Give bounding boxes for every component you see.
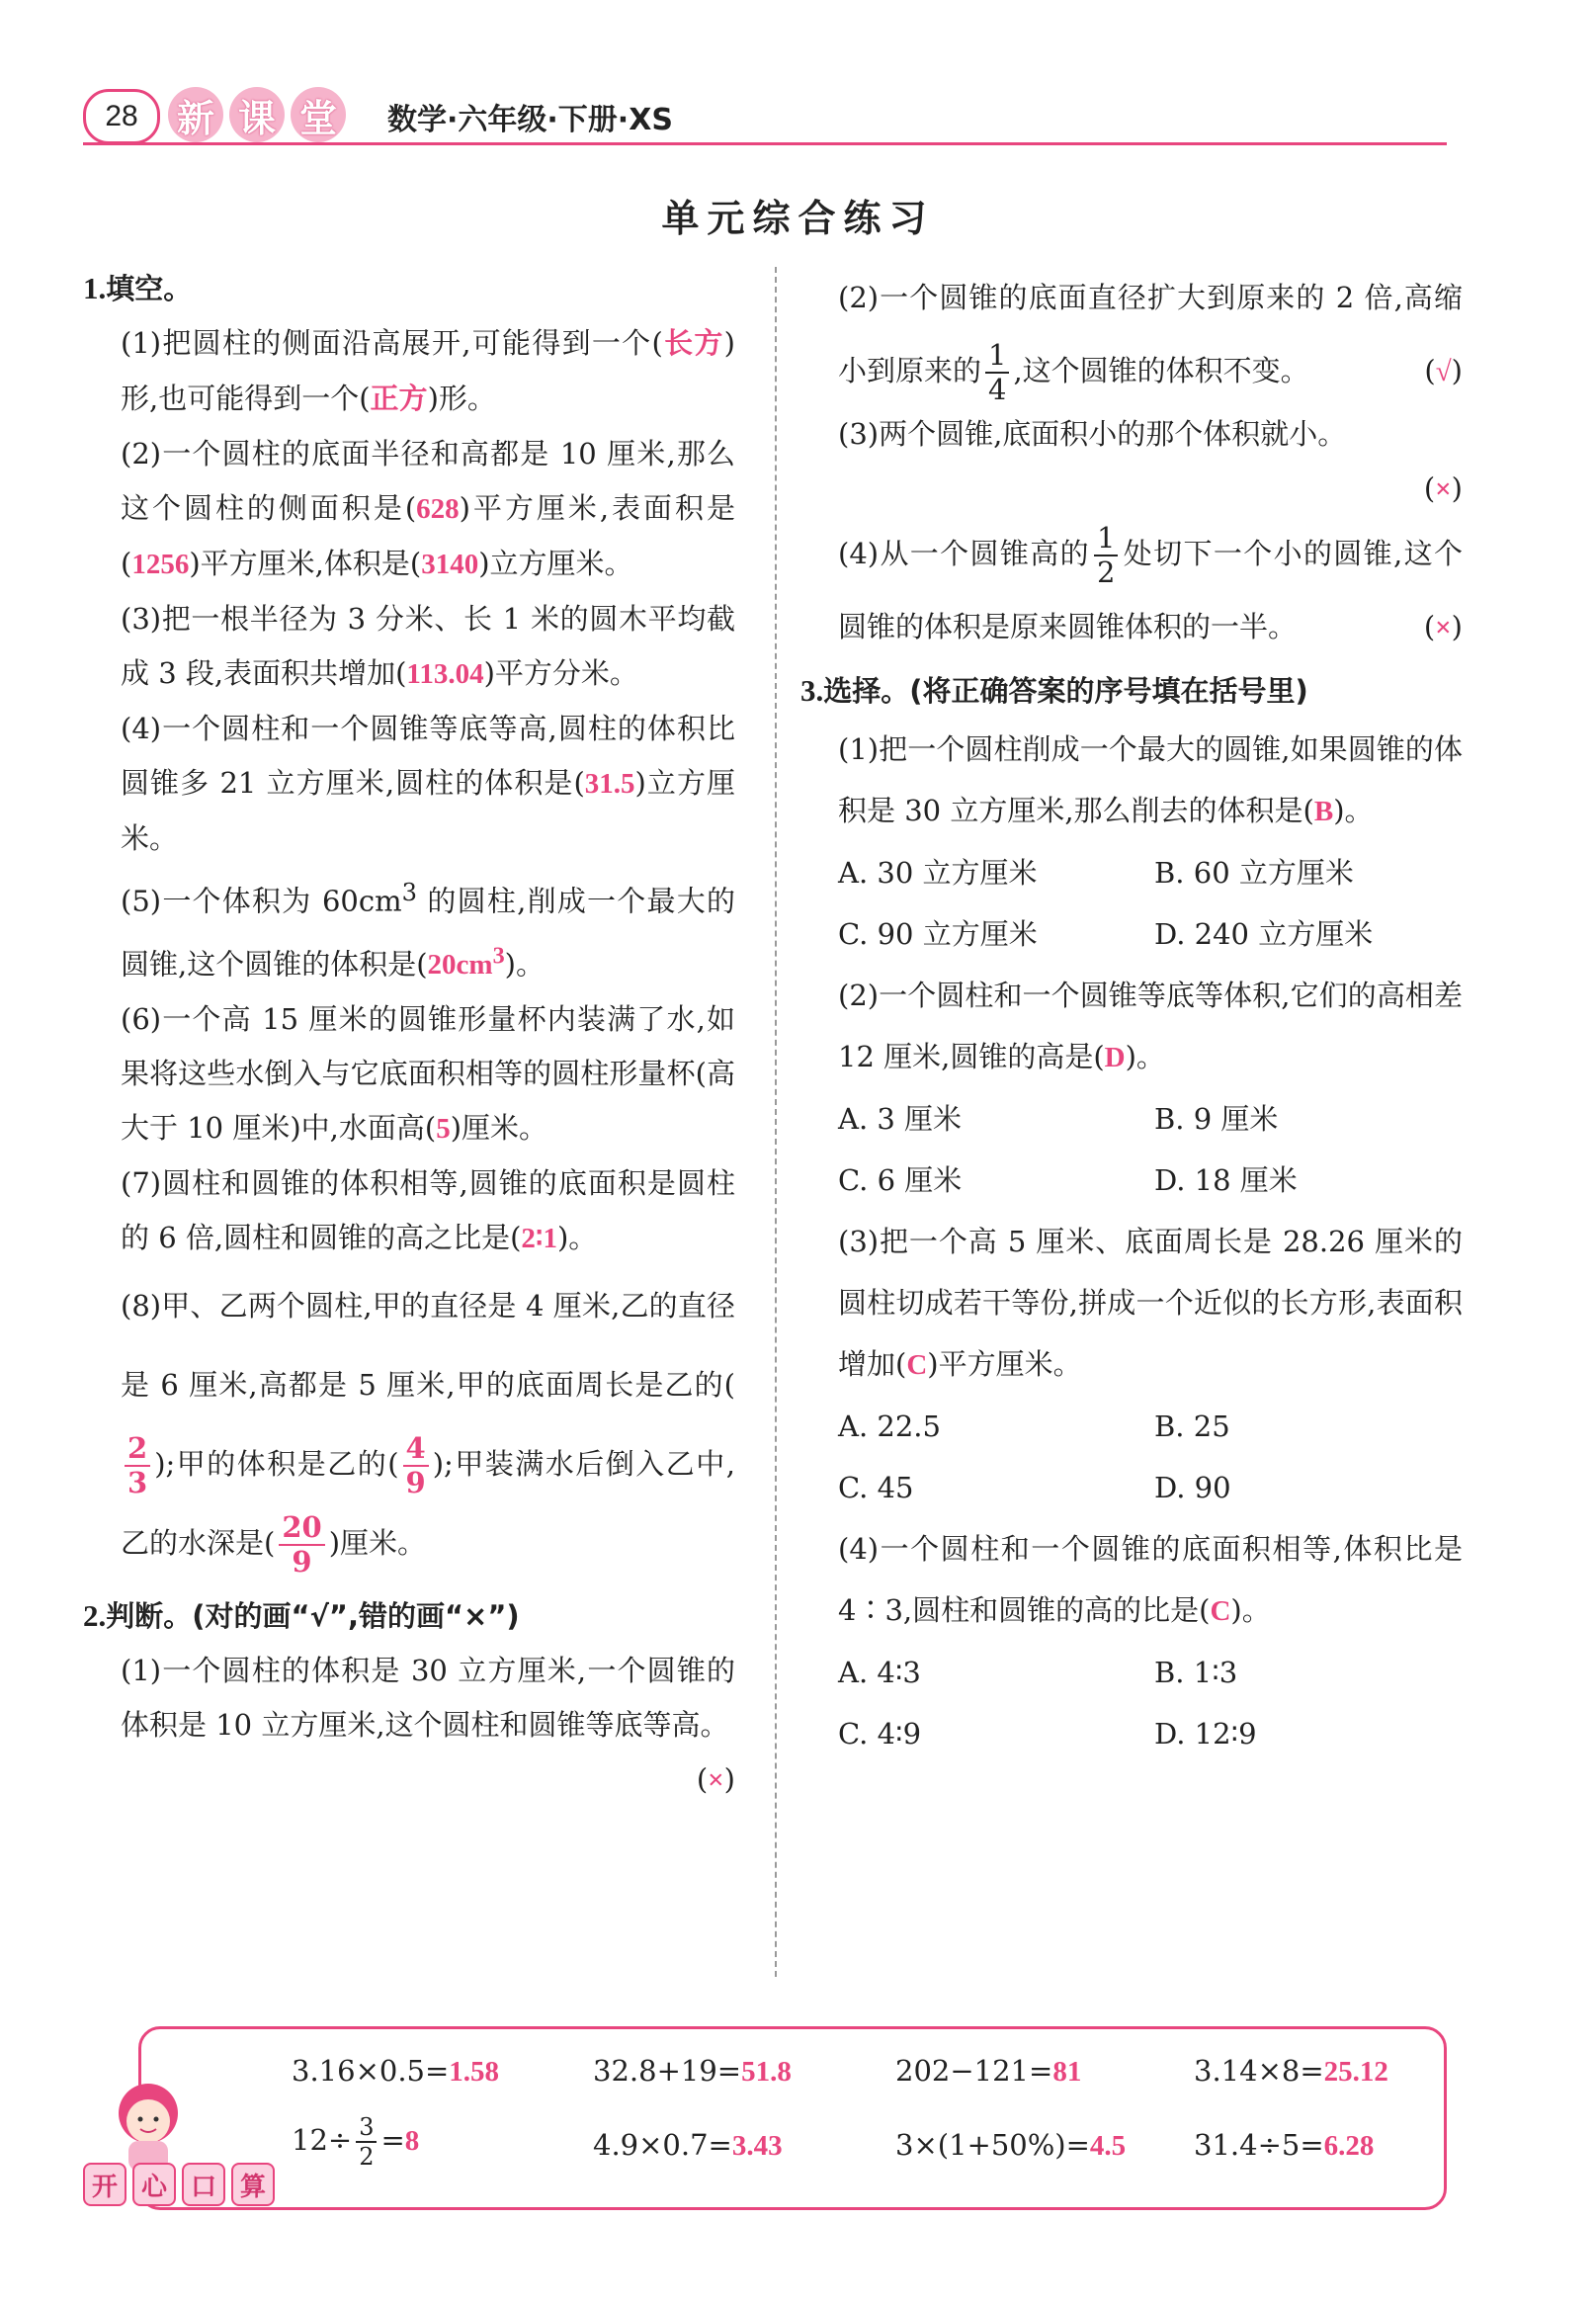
calc-item: 31.4÷5=6.28 bbox=[1194, 2128, 1375, 2162]
q1-item-1: (1)把圆柱的侧面沿高展开,可能得到一个(长方)形,也可能得到一个(正方)形。 bbox=[121, 326, 735, 415]
q1-item-5: (5)一个体积为 $60cm^3$ 的圆柱,削成一个最大的圆锥,这个圆锥的体积是$(20cm^3)$。 bbox=[121, 879, 735, 982]
brand-char-1: 新 bbox=[168, 87, 223, 142]
q1-item-6: (6)一个高 15 厘米的圆锥形量杯内装满了水,如果将这些水倒入与它底面积相等的圆柱形量杯(高大于 10 厘米)中,水面高(5)厘米。 bbox=[121, 1002, 735, 1146]
calc-item: 3.16×0.5=1.58 bbox=[292, 2054, 500, 2088]
answer: 长方 bbox=[662, 328, 724, 360]
option: B. 9 厘米 bbox=[1154, 1102, 1279, 1136]
option: B. 60 立方厘米 bbox=[1154, 856, 1354, 890]
header-subject: 数学·六年级·下册·XS bbox=[387, 103, 673, 137]
q2-heading: 2.判断。(对的画“√”,错的画“×”) bbox=[83, 1598, 520, 1634]
q2-item-2: (2)一个圆锥的底面直径扩大到原来的 2 倍,高缩小到原来的 $\frac{1}{4}$ ,这个圆锥的体积不变。 (√) bbox=[838, 281, 1463, 406]
brand-char-3: 堂 bbox=[291, 87, 346, 142]
answer: 正方 bbox=[370, 384, 428, 415]
answer-fraction: $\frac{20}{9}$ bbox=[279, 1513, 324, 1577]
q2-item-3: (3)两个圆锥,底面积小的那个体积就小。 bbox=[838, 417, 1347, 451]
answer: 113.04 bbox=[406, 658, 484, 690]
q3-item-4: (4)一个圆柱和一个圆锥的底面积相等,体积比是 4∶3,圆柱和圆锥的高的比是(C)。 bbox=[838, 1532, 1463, 1627]
answer: 3140 bbox=[421, 549, 479, 580]
option: C. 90 立方厘米 bbox=[838, 917, 1038, 951]
option: B. 1∶3 bbox=[1154, 1656, 1238, 1689]
option: D. 18 厘米 bbox=[1154, 1163, 1298, 1197]
option: C. 6 厘米 bbox=[838, 1163, 963, 1197]
answer: D bbox=[1104, 1042, 1126, 1073]
q3-heading: 3.选择。(将正确答案的序号填在括号里) bbox=[800, 673, 1308, 708]
q1-item-4: (4)一个圆柱和一个圆锥等底等高,圆柱的体积比圆锥多 21 立方厘米,圆柱的体积是(31.5)立方厘米。 bbox=[121, 712, 735, 855]
calc-item: 4.9×0.7=3.43 bbox=[593, 2128, 783, 2162]
right-column bbox=[800, 261, 1463, 1764]
q2-item-4: (4)从一个圆锥高的 $\frac{1}{2}$ 处切下一个小的圆锥,这个圆锥的体积是原来圆锥体积的一半。 (×) bbox=[838, 521, 1463, 643]
answer: 31.5 bbox=[584, 768, 635, 800]
q2-item-3-mark: (×) bbox=[1423, 471, 1463, 505]
answer: 628 bbox=[416, 493, 460, 525]
option: C. 45 bbox=[838, 1471, 914, 1504]
judgement-mark: × bbox=[708, 1764, 724, 1797]
q3-item-1: (1)把一个圆柱削成一个最大的圆锥,如果圆锥的体积是 30 立方厘米,那么削去的体积是(B)。 bbox=[838, 732, 1463, 827]
option: A. 4∶3 bbox=[838, 1656, 921, 1689]
label-char: 口 bbox=[182, 2163, 225, 2206]
label-char: 开 bbox=[83, 2163, 126, 2206]
label-char: 算 bbox=[231, 2163, 275, 2206]
calc-item: 3×(1+50%)=4.5 bbox=[895, 2128, 1127, 2162]
q1-item-2: (2)一个圆柱的底面半径和高都是 10 厘米,那么这个圆柱的侧面积是(628)平方厘米,表面积是(1256)平方厘米,体积是(3140)立方厘米。 bbox=[121, 437, 735, 580]
option: D. 240 立方厘米 bbox=[1154, 917, 1374, 951]
calc-item: 3.14×8=25.12 bbox=[1194, 2054, 1388, 2088]
q3-item-4-options bbox=[838, 1642, 1463, 1764]
judgement-mark: √ bbox=[1435, 356, 1452, 387]
option: A. 3 厘米 bbox=[838, 1102, 963, 1136]
option: A. 30 立方厘米 bbox=[838, 856, 1038, 890]
option: D. 90 bbox=[1154, 1471, 1231, 1504]
mental-math-label bbox=[83, 2163, 275, 2206]
answer: C bbox=[1210, 1595, 1231, 1627]
answer: C bbox=[906, 1349, 928, 1381]
option: A. 22.5 bbox=[838, 1409, 941, 1443]
option: D. 12∶9 bbox=[1154, 1717, 1257, 1751]
q1-item-3: (3)把一根半径为 3 分米、长 1 米的圆木平均截成 3 段,表面积共增加(113.04)平方分米。 bbox=[121, 602, 735, 690]
q2-item-1: (1)一个圆柱的体积是 30 立方厘米,一个圆锥的体积是 10 立方厘米,这个圆柱和圆锥等底等高。 (×) bbox=[121, 1654, 735, 1797]
column-divider bbox=[775, 267, 777, 1977]
answer-fraction: $\frac{4}{9}$ bbox=[403, 1434, 429, 1497]
q1-item-7: (7)圆柱和圆锥的体积相等,圆锥的底面积是圆柱的 6 倍,圆柱和圆锥的高之比是(2∶1)。 bbox=[121, 1166, 735, 1255]
answer: 5 bbox=[436, 1113, 451, 1146]
answer: 2∶1 bbox=[521, 1223, 557, 1255]
calc-item: 32.8+19=51.8 bbox=[593, 2054, 792, 2088]
q1-heading: 1.填空。 bbox=[83, 271, 193, 305]
page-number: 28 bbox=[83, 89, 160, 144]
fraction: $\frac{1}{2}$ bbox=[1094, 524, 1118, 587]
answer-fraction: $\frac{2}{3}$ bbox=[125, 1434, 150, 1497]
answer: 1256 bbox=[131, 549, 190, 580]
answer: B bbox=[1313, 796, 1334, 827]
q3-item-3-options bbox=[838, 1396, 1463, 1518]
q3-item-2: (2)一个圆柱和一个圆锥等底等体积,它们的高相差 12 厘米,圆锥的高是(D)。 bbox=[838, 979, 1463, 1073]
fraction: $\frac{3}{2}$ bbox=[356, 2115, 377, 2169]
header-rule bbox=[83, 142, 1447, 145]
section-title: 单元综合练习 bbox=[661, 197, 935, 240]
calc-item: 12÷ $\frac{3}{2}$ =8 bbox=[292, 2113, 420, 2171]
calc-item: 202−121=81 bbox=[895, 2054, 1082, 2088]
judgement-mark: × bbox=[1435, 612, 1452, 643]
q3-item-1-options bbox=[838, 842, 1463, 965]
q3-item-3: (3)把一个高 5 厘米、底面周长是 28.26 厘米的圆柱切成若干等份,拼成一个近似的长方形,表面积增加(C)平方厘米。 bbox=[838, 1225, 1463, 1381]
answer: $20cm^3$ bbox=[427, 942, 505, 982]
q1-item-8: (8)甲、乙两个圆柱,甲的直径是 4 厘米,乙的直径是 6 厘米,高都是 5 厘米,甲的底面周长是乙的( $\frac{2}{3}$ );甲的体积是乙的( $\frac{4}{9}$ );甲装满水后倒入乙中,乙的水深是( $\frac{20}{9}$ )厘米。 bbox=[121, 1289, 735, 1580]
left-column bbox=[83, 261, 735, 1808]
option: B. 25 bbox=[1154, 1409, 1230, 1443]
fraction: $\frac{1}{4}$ bbox=[985, 341, 1009, 404]
q3-item-2-options bbox=[838, 1088, 1463, 1211]
label-char: 心 bbox=[132, 2163, 176, 2206]
option: C. 4∶9 bbox=[838, 1717, 922, 1751]
judgement-mark: × bbox=[1435, 473, 1452, 505]
brand-char-2: 课 bbox=[229, 87, 285, 142]
